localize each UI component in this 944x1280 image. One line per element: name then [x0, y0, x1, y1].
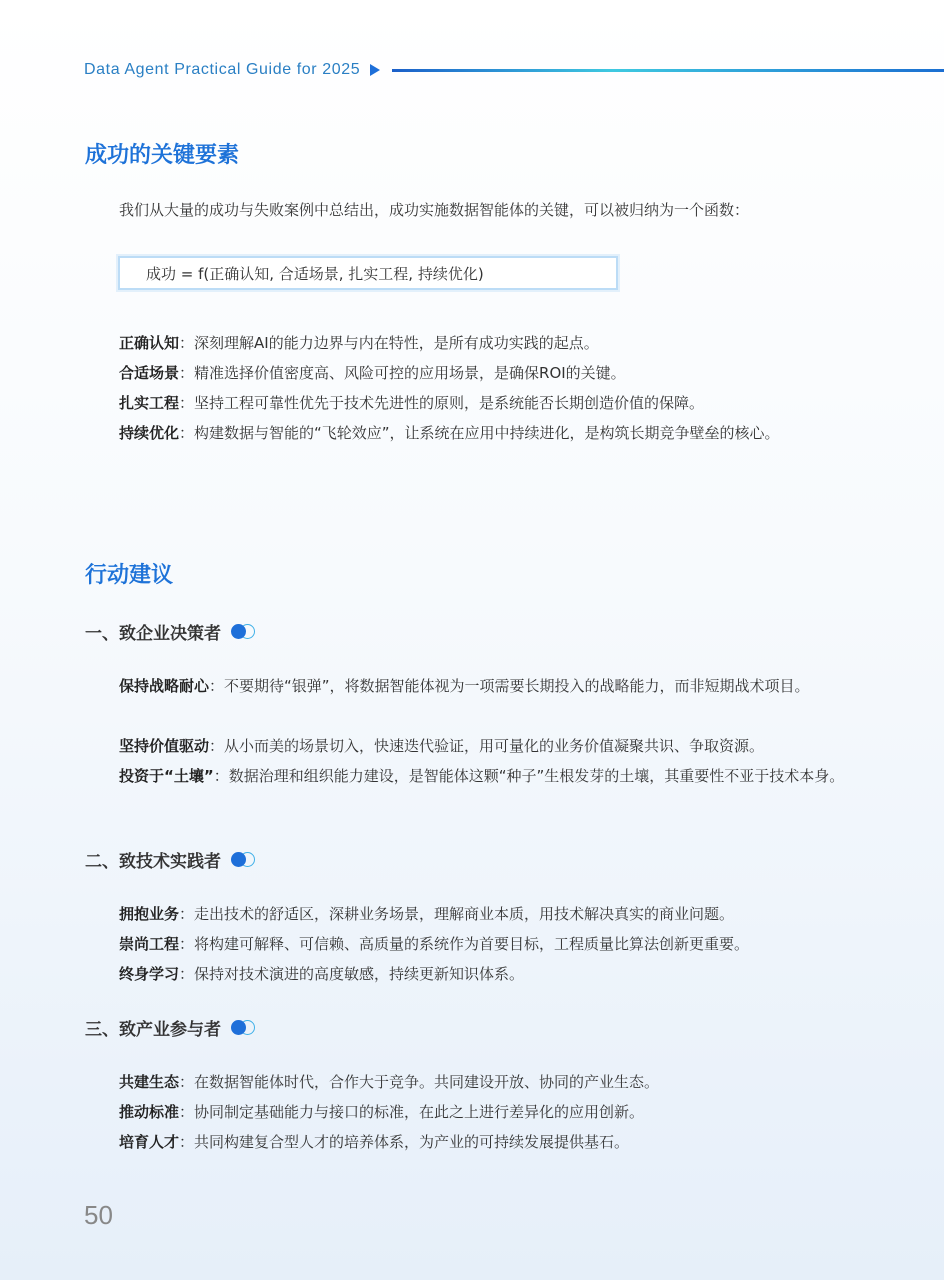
group-title-decision-makers: [85, 619, 255, 644]
header-title: Data Agent Practical Guide for 2025: [84, 61, 361, 78]
section-title-key-factors: 成功的关键要素: [85, 143, 240, 168]
item-text: ：走出技术的舒适区，深耕业务场景，理解商业本质，用技术解决真实的商业问题。: [179, 905, 735, 923]
list-item: [85, 388, 861, 418]
item-term: 坚持价值驱动: [119, 737, 210, 755]
item-term: 培育人才: [119, 1133, 180, 1151]
list-item: [85, 959, 861, 989]
group-title-industry-participants: [85, 1015, 255, 1040]
item-term: 持续优化: [119, 424, 180, 442]
toggle-icon: [231, 624, 255, 639]
item-text: ：保持对技术演进的高度敏感，持续更新知识体系。: [179, 965, 525, 983]
toggle-icon: [231, 1020, 255, 1035]
section-intro: 我们从大量的成功与失败案例中总结出，成功实施数据智能体的关键，可以被归纳为一个函数：: [119, 201, 750, 219]
item-text: ：坚持工程可靠性优先于技术先进性的原则，是系统能否长期创造价值的保障。: [179, 394, 705, 412]
page-number: 50: [84, 1200, 113, 1230]
item-text: ：不要期待“银弹”，将数据智能体视为一项需要长期投入的战略能力，而非短期战术项目。: [209, 677, 810, 695]
group-title-text: 三、致产业参与者: [85, 1020, 221, 1040]
formula-text: 成功 = f(正确认知, 合适场景, 扎实工程, 持续优化): [146, 264, 484, 283]
item-text: ：精准选择价值密度高、风险可控的应用场景，是确保ROI的关键。: [179, 364, 626, 382]
list-item: [85, 899, 861, 929]
item-text: ：数据治理和组织能力建设，是智能体这颗“种子”生根发芽的土壤，其重要性不亚于技术本身。: [213, 767, 845, 785]
list-item: [85, 1127, 861, 1157]
item-text: ：在数据智能体时代，合作大于竞争。共同建设开放、协同的产业生态。: [179, 1073, 660, 1091]
list-item: [85, 1067, 861, 1097]
page-header: [84, 56, 944, 84]
item-term: 拥抱业务: [119, 905, 180, 923]
item-term: 合适场景: [119, 364, 180, 382]
formula-box: [118, 256, 618, 290]
item-term: 正确认知: [119, 334, 180, 352]
list-item: [85, 418, 861, 448]
list-item: [85, 358, 861, 388]
item-text: ：将构建可解释、可信赖、高质量的系统作为首要目标，工程质量比算法创新更重要。: [179, 935, 750, 953]
group-title-text: 一、致企业决策者: [85, 624, 221, 644]
item-term: 投资于“土壤”: [119, 767, 214, 785]
item-text: ：从小而美的场景切入，快速迭代验证，用可量化的业务价值凝聚共识、争取资源。: [209, 737, 765, 755]
list-item: [85, 929, 861, 959]
list-item: [85, 731, 861, 761]
item-text: ：协同制定基础能力与接口的标准，在此之上进行差异化的应用创新。: [179, 1103, 645, 1121]
header-divider: [392, 69, 944, 72]
item-term: 崇尚工程: [119, 935, 180, 953]
list-item: [85, 1097, 861, 1127]
section-title-action: 行动建议: [85, 563, 174, 588]
item-text: ：共同构建复合型人才的培养体系，为产业的可持续发展提供基石。: [179, 1133, 630, 1151]
item-term: 保持战略耐心: [119, 677, 210, 695]
list-item: [85, 761, 861, 791]
item-text: ：构建数据与智能的“飞轮效应”，让系统在应用中持续进化，是构筑长期竞争壁垒的核心。: [179, 424, 780, 442]
item-term: 推动标准: [119, 1103, 180, 1121]
item-term: 终身学习: [119, 965, 180, 983]
list-item: [85, 328, 861, 358]
item-term: 共建生态: [119, 1073, 180, 1091]
item-text: ：深刻理解AI的能力边界与内在特性，是所有成功实践的起点。: [179, 334, 599, 352]
group-title-text: 二、致技术实践者: [85, 852, 221, 872]
item-term: 扎实工程: [119, 394, 180, 412]
list-item: [85, 671, 861, 701]
toggle-icon: [231, 852, 255, 867]
triangle-arrow-icon: [370, 64, 380, 76]
group-title-tech-practitioners: [85, 847, 255, 872]
